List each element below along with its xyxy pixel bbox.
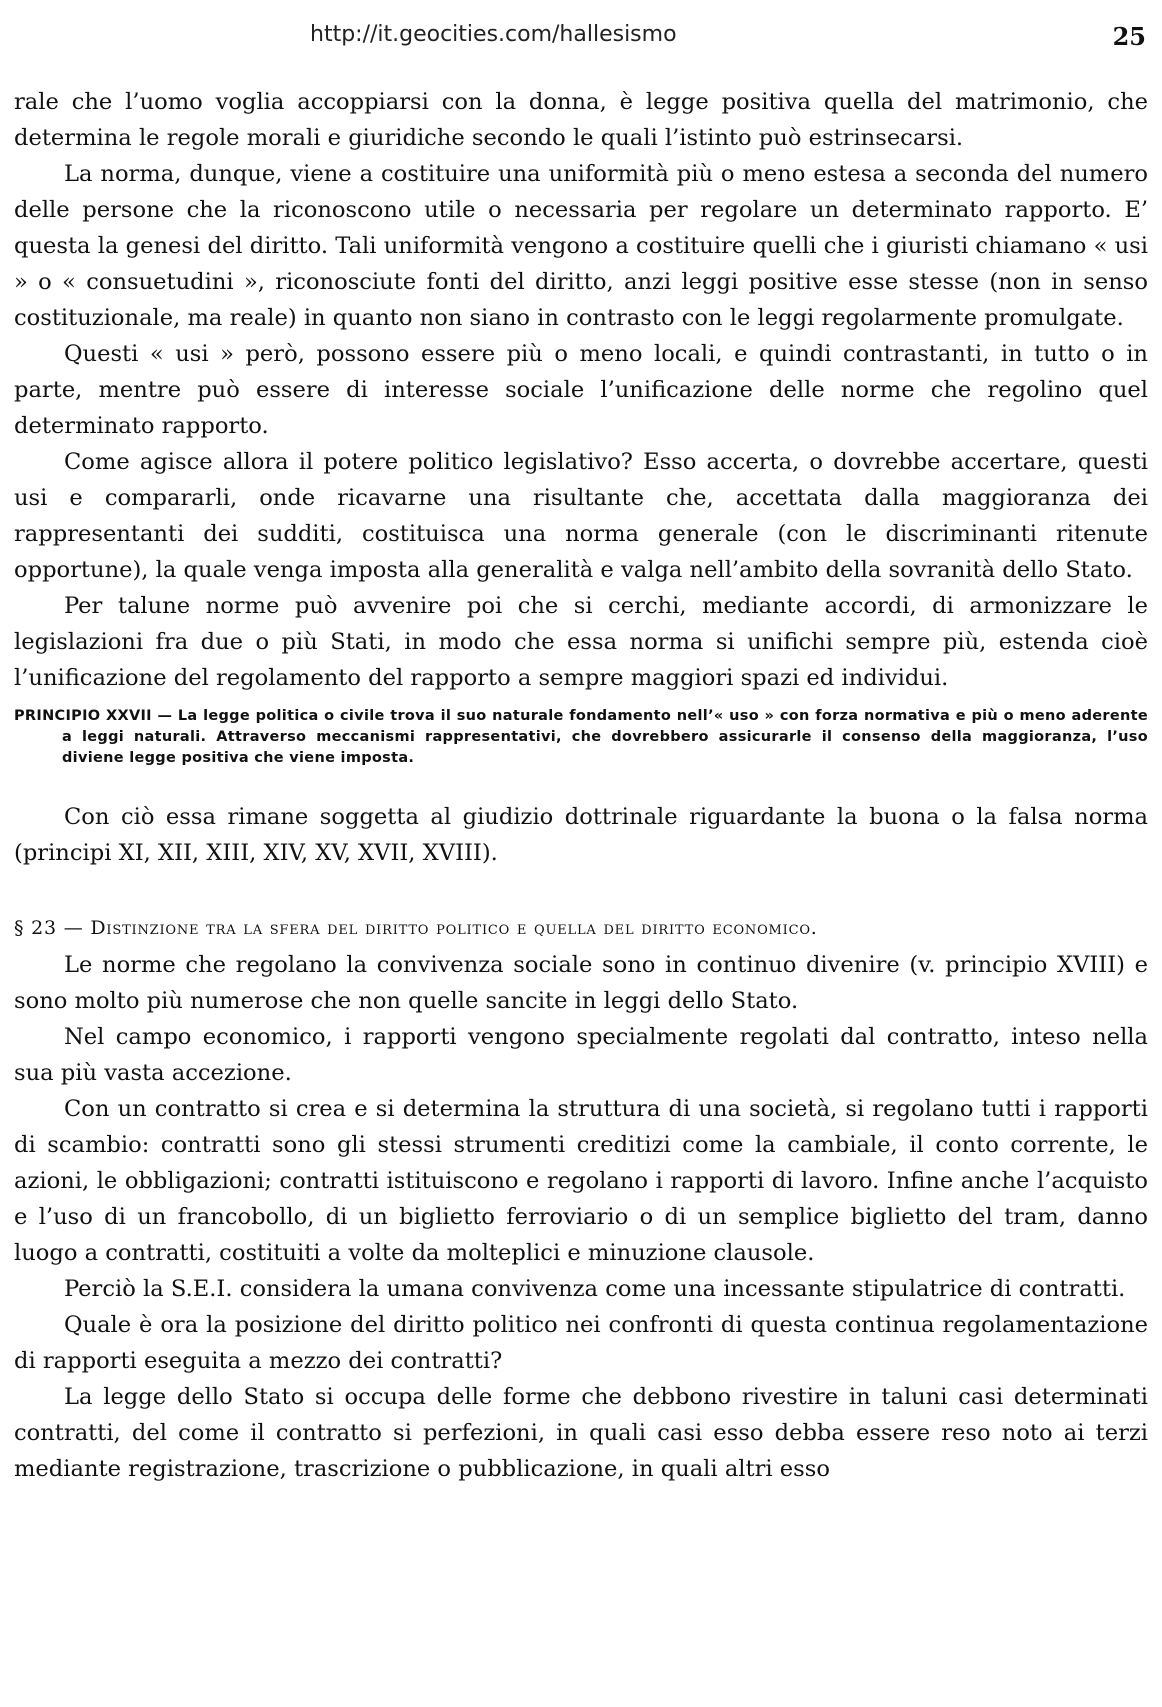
section-heading: § 23 — Distinzione tra la sfera del diritto politico e quella del diritto economico.	[14, 917, 818, 939]
principle-box: PRINCIPIO XXVII — La legge politica o civile trova il suo naturale fondamento nell’« uso » con forza normativa e più o meno aderente a leggi naturali. Attraverso meccanismi rappresentativi, che dovrebbero assicurarle il consenso della maggioranza, l’uso diviene legge positiva che viene imposta.	[14, 708, 1148, 766]
page-number: 25	[1112, 22, 1146, 51]
source-url: http://it.geocities.com/hallesismo	[310, 22, 677, 47]
paragraph: Nel campo economico, i rapporti vengono specialmente regolati dal contratto, inteso nella sua più vasta accezione.	[14, 1024, 1148, 1086]
paragraph: Perciò la S.E.I. considera la umana convivenza come una incessante stipulatrice di contratti.	[64, 1276, 1126, 1302]
paragraph: Le norme che regolano la convivenza sociale sono in continuo divenire (v. principio XVIII) e sono molto più numerose che non quelle sancite in leggi dello Stato.	[14, 952, 1148, 1014]
paragraph: Quale è ora la posizione del diritto politico nei confronti di questa continua regolamentazione di rapporti eseguita a mezzo dei contratti?	[14, 1312, 1148, 1374]
paragraph: Questi « usi » però, possono essere più o meno locali, e quindi contrastanti, in tutto o in parte, mentre può essere di interesse sociale l’unificazione delle norme che regolino quel determinato rapporto.	[14, 341, 1148, 439]
paragraph: La legge dello Stato si occupa delle forme che debbono rivestire in taluni casi determinati contratti, del come il contratto si perfezioni, in quali casi esso debba essere reso noto ai terzi mediante registrazione, trascrizione o pubblicazione, in quali altri esso	[14, 1384, 1148, 1482]
page-header	[0, 22, 1162, 52]
paragraph: Per talune norme può avvenire poi che si cerchi, mediante accordi, di armonizzare le legislazioni fra due o più Stati, in modo che essa norma si unifichi sempre più, estenda cioè l’unificazione del regolamento del rapporto a sempre maggiori spazi ed individui.	[14, 593, 1148, 691]
paragraph: Con ciò essa rimane soggetta al giudizio dottrinale riguardante la buona o la falsa norma (principi XI, XII, XIII, XIV, XV, XVII, XVIII).	[14, 804, 1148, 866]
paragraph: Con un contratto si crea e si determina la struttura di una società, si regolano tutti i rapporti di scambio: contratti sono gli stessi strumenti creditizi come la cambiale, il conto corrente, le azioni, le obbligazioni; contratti istituiscono e regolano i rapporti di lavoro. Infine anche l’acquisto e l’uso di un francobollo, di un biglietto ferroviario o di un semplice biglietto del tram, danno luogo a contratti, costituiti a volte da molteplici e minuzione clausole.	[14, 1096, 1148, 1266]
paragraph: La norma, dunque, viene a costituire una uniformità più o meno estesa a seconda del numero delle persone che la riconoscono utile o necessaria per regolare un determinato rapporto. E’ questa la genesi del diritto. Tali uniformità vengono a costituire quelli che i giuristi chiamano « usi » o « consuetudini », riconosciute fonti del diritto, anzi leggi positive esse stesse (non in senso costituzionale, ma reale) in quanto non siano in contrasto con le leggi regolarmente promulgate.	[14, 161, 1148, 331]
paragraph: Come agisce allora il potere politico legislativo? Esso accerta, o dovrebbe accertare, questi usi e compararli, onde ricavarne una risultante che, accettata dalla maggioranza dei rappresentanti dei sudditi, costituisca una norma generale (con le discriminanti ritenute opportune), la quale venga imposta alla generalità e valga nell’ambito della sovranità dello Stato.	[14, 449, 1148, 583]
paragraph: rale che l’uomo voglia accoppiarsi con la donna, è legge positiva quella del matrimonio, che determina le regole morali e giuridiche secondo le quali l’istinto può estrinsecarsi.	[14, 89, 1148, 151]
body-text	[14, 84, 1148, 1487]
